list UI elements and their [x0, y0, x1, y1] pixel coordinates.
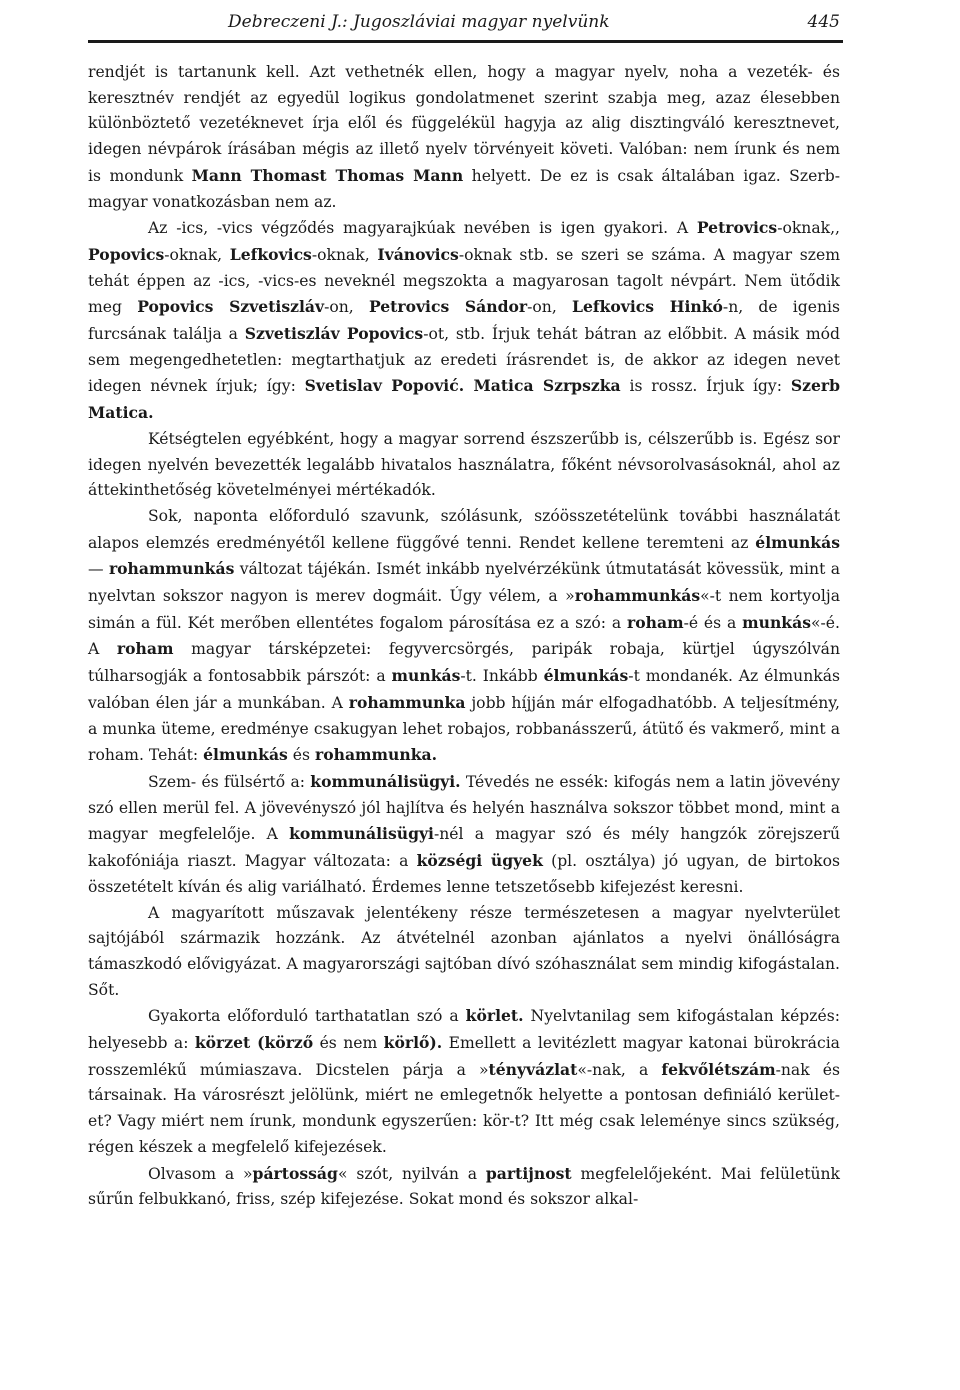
bold-term: Mann Thomast Thomas Mann	[191, 165, 464, 185]
paragraph	[88, 504, 840, 769]
bold-term: élmunkás	[755, 532, 840, 552]
text-run: változat tájékán. Ismét inkább nyelvérzékünk útmutatását kövessük, mint a nyelvtan sokszor nagyon is merev dogmáit. Úgy vélem, a »	[88, 560, 840, 606]
text-run: jobb híjján már elfogadhatóbb. A teljesítmény, a munka üteme, eredménye csakugyan lehet robajos, robbanásszerű, átütő és vakmerő, mint a roham. Tehát:	[88, 693, 841, 765]
text-run: -on,	[527, 298, 572, 317]
text-run: megfelelőjeként. Mai felületünk sűrűn felbukkanó, friss, szép kifejezése. Sokat mond és sokszor alkal-	[88, 1164, 840, 1209]
body-text	[88, 60, 840, 1213]
bold-term: Petrovics	[696, 218, 778, 238]
bold-term: munkás	[742, 612, 811, 632]
paragraph	[88, 215, 840, 427]
bold-term: Lefkovics Hinkó	[572, 297, 723, 317]
bold-term: Popovics	[88, 244, 165, 264]
text-run: helyett. De ez is csak általában igaz. Szerb-magyar vonatkozásban nem az.	[88, 166, 841, 211]
text-run: és nem	[313, 1034, 384, 1053]
text-run: -n, de igenis furcsának találja a	[88, 298, 841, 344]
text-run: magyar társképzetei: fegyvercsörgés, paripák robaja, kürtjel úgyszólván túlharsogják a fontosabbik párszót: a	[88, 640, 840, 686]
text-run: «-é. A	[88, 613, 840, 659]
bold-term: munkás	[391, 666, 461, 686]
bold-term: partijnost	[485, 1163, 572, 1183]
bold-term: fekvőlétszám	[661, 1059, 776, 1079]
text-run: -oknak,	[164, 245, 230, 264]
text-run: Emellett a levitézlett magyar katonai bürokrácia rosszemlékű múmiaszava. Dicstelen párja a »	[88, 1034, 840, 1079]
text-run: —	[88, 560, 109, 579]
text-run: -t mondanék. Az élmunkás valóban élen jár a munkában. A	[88, 667, 840, 712]
bold-term: tényvázlat	[488, 1059, 578, 1079]
text-run: -nél a magyar szó és mély hangzók zörejszerű kakofóniája riaszt. Magyar változata: a	[88, 825, 840, 871]
bold-term: Szvetiszláv Popovics	[244, 324, 424, 344]
paragraph	[88, 1003, 840, 1160]
bold-term: élmunkás	[203, 745, 288, 765]
paragraph	[88, 769, 840, 901]
bold-term: roham	[627, 612, 684, 632]
page-number: 445	[807, 12, 840, 32]
bold-term: pártosság	[252, 1163, 338, 1183]
text-run: és	[287, 746, 315, 765]
text-run: «-t nem kortyolja simán a fül. Két merőben ellentétes fogalom párosítása ez a szó: a	[88, 587, 840, 632]
text-run: Az -ics, -vics végződés magyarajkúak nevében is igen gyakori. A	[148, 219, 697, 238]
text-run: A magyarított műszavak jelentékeny része természetesen a magyar nyelvterület sajtójából származik hozzánk. Az átvételnél azonban ajánlatos a nyelvi önállóságra támaszkodó elővigyázat. A magyarországi sajtóban dívó szóhasználat sem mindig kifogástalan. Sőt.	[88, 903, 840, 999]
bold-term: Svetislav Popović. Matica Szrpszka	[304, 376, 621, 396]
bold-term: Petrovics Sándor	[368, 297, 528, 317]
bold-term: körlet.	[465, 1006, 524, 1026]
text-run: -oknak stb. se szeri se száma. A magyar szem tehát éppen az -ics, -vics-es neveknél megszokta a magyarosan tagolt névpárt. Nem ütődik meg	[88, 245, 841, 317]
running-header	[88, 10, 840, 38]
running-title: Debreczeni J.: Jugoszláviai magyar nyelvünk	[228, 12, 610, 32]
text-run: Tévedés ne essék: kifogás nem a latin jövevény szó ellen merül fel. A jövevényszó jól hajlítva és helyén használva sokszor többet mond, mint a magyar megfelelője. A	[88, 772, 840, 844]
bold-term: rohammunkás	[574, 586, 701, 606]
text-run: Sok, naponta előforduló szavunk, szólásunk, szóösszetételünk további használatát alapos elemzés eredményétől kellene függővé tenni. Rendet kellene teremteni az	[88, 506, 840, 552]
bold-term: rohammunka.	[315, 745, 438, 765]
text-run: -oknak,	[311, 245, 378, 264]
header-rule	[88, 40, 843, 43]
text-run: -on,	[324, 298, 369, 317]
text-run: -t. Inkább	[460, 667, 544, 686]
text-run: Nyelvtanilag sem kifogástalan képzés: helyesebb a:	[88, 1007, 840, 1053]
bold-term: roham	[116, 639, 174, 659]
bold-term: körlő).	[383, 1033, 443, 1053]
bold-term: Szerb Matica.	[88, 376, 840, 423]
text-run: is rossz. Írjuk így:	[620, 377, 791, 396]
bold-term: Popovics Szvetiszláv	[137, 297, 325, 317]
text-run: rendjét is tartanunk kell. Azt vethetnék ellen, hogy a magyar nyelv, noha a vezeték- és keresztnév rendjét az egyedül logikus gondolatmenet szerint szabja meg, azaz élesebben különböztető vezetéknevet írja elől és függelékül hagyja az alig disztingváló keresztnevet, idegen névpárok írásában mégis az illető nyelv törvényeit követi. Valóban: nem írunk és nem is mondunk	[88, 63, 840, 185]
bold-term: Ivánovics	[377, 244, 459, 264]
document-page	[88, 0, 840, 1390]
text-run: Olvasom a »	[148, 1164, 253, 1183]
text-run: Kétségtelen egyébként, hogy a magyar sorrend észszerűbb is, célszerűbb is. Egész sor idegen nyelvén bevezették legalább hivatalos használatra, főként névsorolvasásoknál, ahol az áttekinthetőség követelményei mértékadók.	[88, 429, 840, 500]
text-run: (pl. osztálya) jó ugyan, de birtokos összetételt kíván és alig variálható. Érdemes lenne tetszetősebb kifejezést keresni.	[88, 852, 840, 896]
bold-term: községi ügyek	[416, 851, 543, 871]
bold-term: rohammunkás	[108, 559, 235, 579]
paragraph	[88, 901, 840, 1004]
paragraph	[88, 1161, 840, 1213]
bold-term: élmunkás	[543, 666, 629, 686]
text-run: -ot, stb. Írjuk tehát bátran az előbbit. A másik mód sem megengedhetetlen: megtarthatjuk az eredeti írásrendet is, de akkor az idegen nevet idegen névnek írjuk; így:	[88, 325, 840, 396]
paragraph	[88, 427, 840, 504]
text-run: -nak és társainak. Ha városrészt jelölünk, miért ne emlegetnők helyette a pontosan definiáló kerület-et? Vagy miért nem írunk, mondunk egyszerűen: kör-t? Itt még csak leleménye sincs szükség, régen készek a megfelelő kifejezések.	[88, 1060, 840, 1156]
bold-term: körzet (körző	[194, 1033, 314, 1053]
text-run: -é és a	[683, 613, 743, 632]
text-run: « szót, nyilván a	[337, 1164, 486, 1183]
bold-term: kommunálisügyi.	[310, 771, 461, 791]
bold-term: Lefkovics	[229, 244, 312, 264]
bold-term: kommunálisügyi	[289, 824, 434, 844]
bold-term: rohammunka	[348, 692, 466, 712]
text-run: «-nak, a	[577, 1060, 662, 1079]
text-run: Szem- és fülsértő a:	[148, 772, 311, 791]
text-run: -oknak,,	[777, 219, 840, 238]
text-run: Gyakorta előforduló tarthatatlan szó a	[148, 1007, 466, 1026]
paragraph	[88, 60, 840, 215]
